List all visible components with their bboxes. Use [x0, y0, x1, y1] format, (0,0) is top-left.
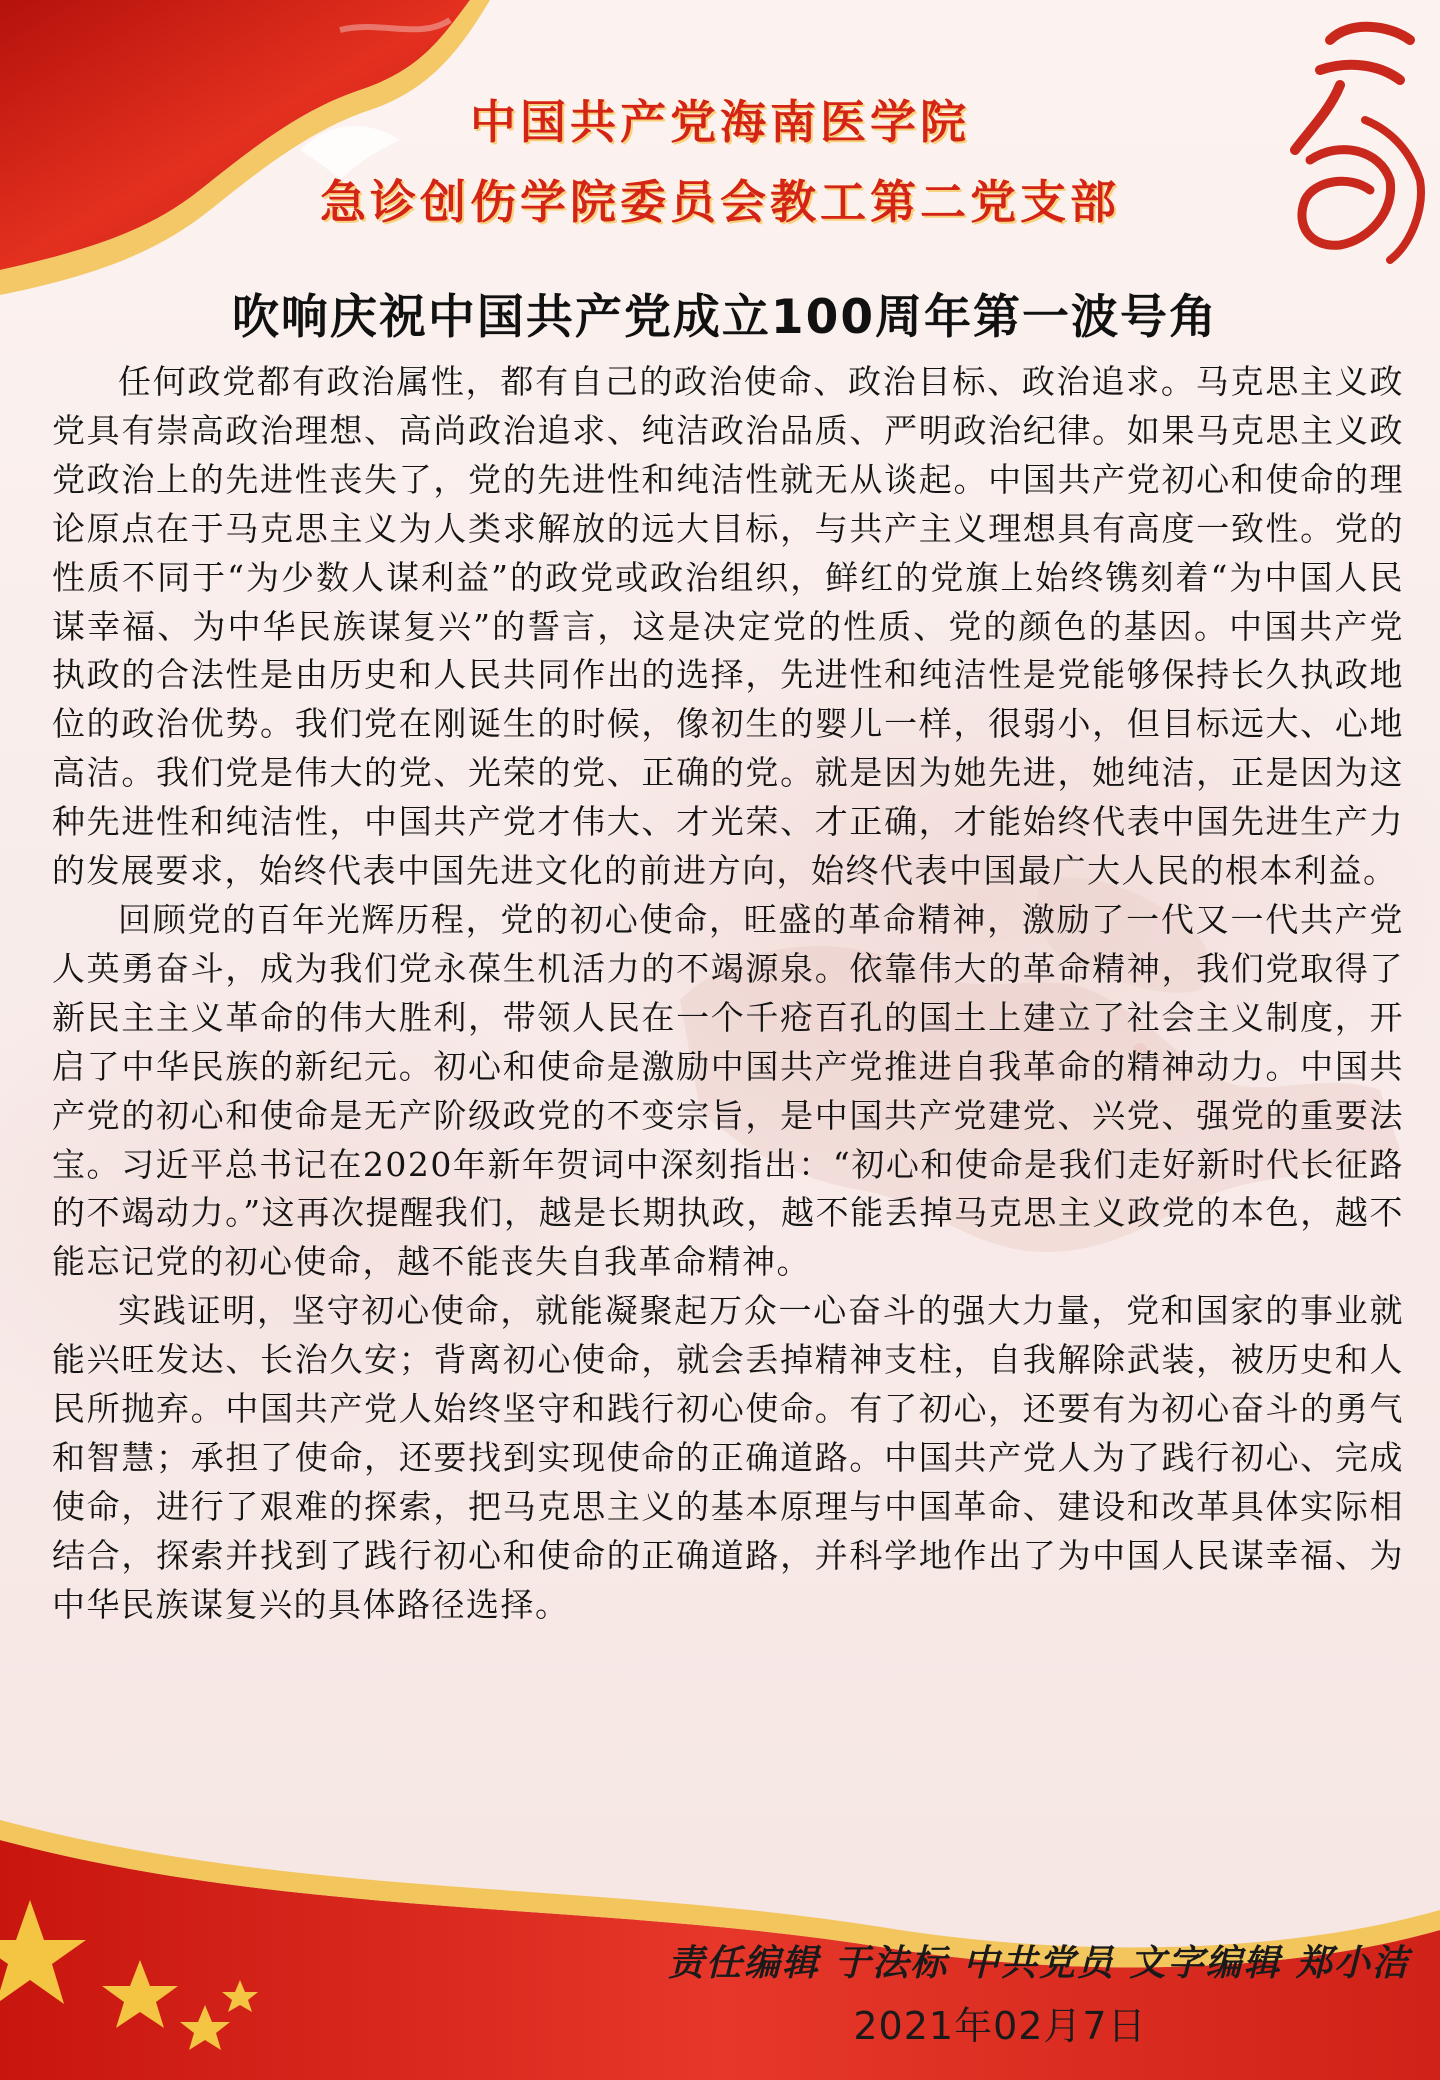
- header-organization-line1: 中国共产党海南医学院: [470, 95, 970, 149]
- article-paragraph-3: 实践证明，坚守初心使命，就能凝聚起万众一心奋斗的强大力量，党和国家的事业就能兴旺发达、长治久安；背离初心使命，就会丢掉精神支柱，自我解除武装，被历史和人民所抛弃。中国共产党人始终坚守和践行初心使命。有了初心，还要有为初心奋斗的勇气和智慧；承担了使命，还要找到实现使命的正确道路。中国共产党人为了践行初心、完成使命，进行了艰难的探索，把马克思主义的基本原理与中国革命、建设和改革具体实际相结合，探索并找到了践行初心和使命的正确道路，并科学地作出了为中国人民谋幸福、为中华民族谋复兴的具体路径选择。: [52, 1291, 1404, 1624]
- page-title: 吹响庆祝中国共产党成立100周年第一波号角: [231, 290, 1219, 345]
- header-organization-line2: 急诊创伤学院委员会教工第二党支部: [320, 175, 1120, 229]
- article-paragraph-1: 任何政党都有政治属性，都有自己的政治使命、政治目标、政治追求。马克思主义政党具有崇高政治理想、高尚政治追求、纯洁政治品质、严明政治纪律。如果马克思主义政党政治上的先进性丧失了，党的先进性和纯洁性就无从谈起。中国共产党初心和使命的理论原点在于马克思主义为人类求解放的远大目标，与共产主义理想具有高度一致性。党的性质不同于“为少数人谋利益”的政党或政治组织，鲜红的党旗上始终镌刻着“为中国人民谋幸福、为中华民族谋复兴”的誓言，这是决定党的性质、党的颜色的基因。中国共产党执政的合法性是由历史和人民共同作出的选择，先进性和纯洁性是党能够保持长久执政地位的政治优势。我们党在刚诞生的时候，像初生的婴儿一样，很弱小，但目标远大、心地高洁。我们党是伟大的党、光荣的党、正确的党。就是因为她先进，她纯洁，正是因为这种先进性和纯洁性，中国共产党才伟大、才光荣、才正确，才能始终代表中国先进生产力的发展要求，始终代表中国先进文化的前进方向，始终代表中国最广大人民的根本利益。: [52, 362, 1404, 891]
- article-body: [52, 358, 1404, 1630]
- publish-date: 2021年02月7日: [853, 2004, 1147, 2048]
- article-paragraph-2: 回顾党的百年光辉历程，党的初心使命，旺盛的革命精神，激励了一代又一代共产党人英勇奋斗，成为我们党永葆生机活力的不竭源泉。依靠伟大的革命精神，我们党取得了新民主主义革命的伟大胜利，带领人民在一个千疮百孔的国土上建立了社会主义制度，开启了中华民族的新纪元。初心和使命是激励中国共产党推进自我革命的精神动力。中国共产党的初心和使命是无产阶级政党的不变宗旨，是中国共产党建党、兴党、强党的重要法宝。习近平总书记在2020年新年贺词中深刻指出：“初心和使命是我们走好新时代长征路的不竭动力。”这再次提醒我们，越是长期执政，越不能丢掉马克思主义政党的本色，越不能忘记党的初心使命，越不能丧失自我革命精神。: [52, 899, 1404, 1282]
- editor-signature: 责任编辑 于法标 中共党员 文字编辑 郑小洁: [667, 1942, 1410, 1984]
